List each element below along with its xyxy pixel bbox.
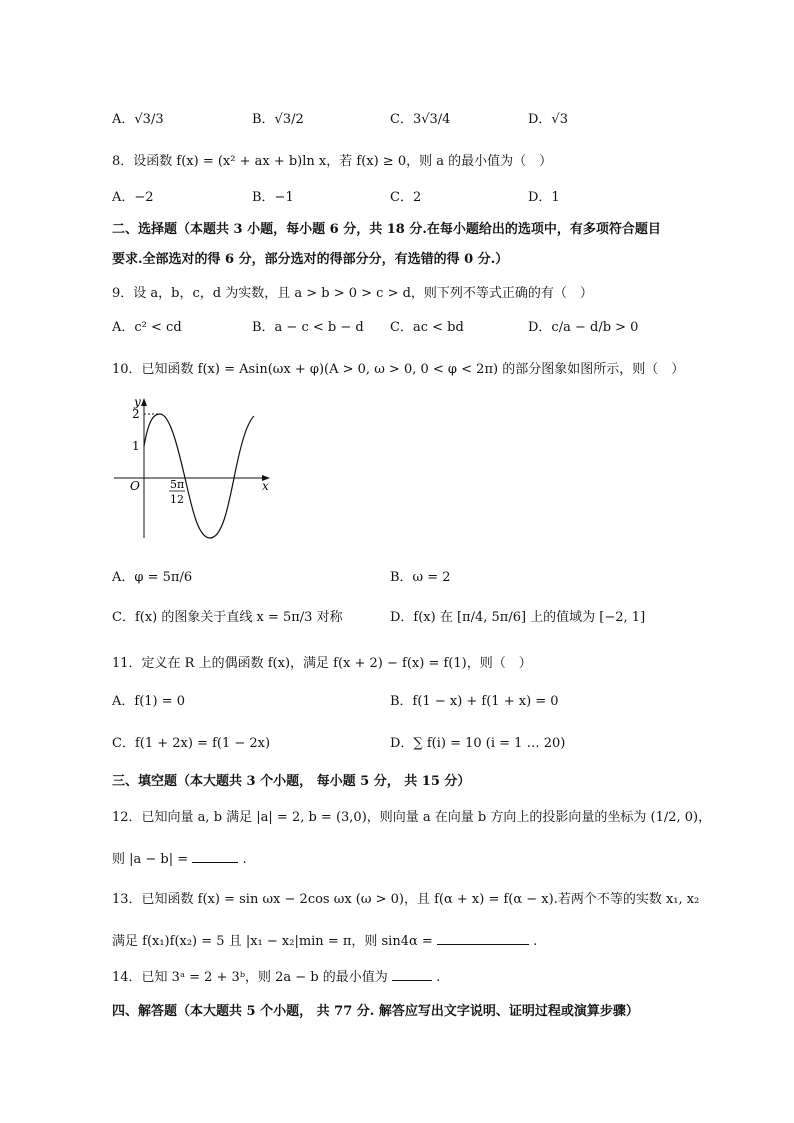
q9-option-c: C．ac < bd <box>390 320 464 335</box>
q13-answer-blank[interactable] <box>437 932 529 945</box>
y-tick-1: 1 <box>132 439 140 453</box>
q12-line1: 12．已知向量 a, b 满足 |a| = 2, b = (3,0)，则向量 a 在向量 b 方向上的投影向量的坐标为 (1/2, 0)， <box>112 810 712 825</box>
q10-option-b: B．ω = 2 <box>390 570 451 585</box>
section2-heading-line1: 二、选择题（本题共 3 小题，每小题 6 分，共 18 分.在每小题给出的选项中，有多项符合题目 <box>112 222 661 237</box>
q14-text: 14．已知 3ᵃ = 2 + 3ᵇ，则 2a − b 的最小值为 <box>112 970 388 985</box>
q13-line2-text: 满足 f(x₁)f(x₂) = 5 且 |x₁ − x₂|min = π，则 sin4α = <box>112 934 433 949</box>
q11-option-a: A．f(1) = 0 <box>112 694 186 709</box>
q11-option-d: D．∑ f(i) = 10 (i = 1 … 20) <box>390 736 566 751</box>
section3-heading: 三、填空题（本大题共 3 个小题， 每小题 5 分， 共 15 分） <box>112 774 471 789</box>
section2-heading-line2: 要求.全部选对的得 6 分，部分选对的得部分分，有选错的得 0 分.） <box>112 252 509 267</box>
section4-heading: 四、解答题（本大题共 5 个小题， 共 77 分. 解答应写出文字说明、证明过程或演算步骤） <box>112 1004 639 1019</box>
q14 <box>112 966 440 985</box>
q9-option-a: A．c² < cd <box>112 320 182 335</box>
q12-line2-text: 则 |a − b| = <box>112 852 189 867</box>
q11-stem: 11．定义在 R 上的偶函数 f(x)，满足 f(x + 2) − f(x) = f(1)，则（ ） <box>112 656 532 671</box>
q11-option-b: B．f(1 − x) + f(1 + x) = 0 <box>390 694 559 709</box>
q14-answer-blank[interactable] <box>392 968 432 981</box>
q13-line1: 13．已知函数 f(x) = sin ωx − 2cos ωx (ω > 0)，且 f(α + x) = f(α − x).若两个不等的实数 x₁, x₂ <box>112 892 700 907</box>
x-axis-label: x <box>262 479 269 493</box>
y-tick-2: 2 <box>132 407 140 421</box>
q8-option-a: A．−2 <box>112 190 154 205</box>
q7-option-d: D．√3 <box>528 112 568 127</box>
q9-option-b: B．a − c < b − d <box>252 320 364 335</box>
origin-label: O <box>130 479 140 493</box>
q9-stem: 9．设 a，b，c，d 为实数，且 a > b > 0 > c > d，则下列不等式正确的有（ ） <box>112 286 593 301</box>
y-axis-arrow <box>141 398 147 406</box>
x-tick-denominator: 12 <box>170 493 184 506</box>
q13-line2 <box>112 930 537 949</box>
q11-option-c: C．f(1 + 2x) = f(1 − 2x) <box>112 736 271 751</box>
x-tick-numerator: 5π <box>170 478 185 491</box>
q8-option-d: D．1 <box>528 190 560 205</box>
q7-option-b: B．√3/2 <box>252 112 304 127</box>
q7-option-c: C．3√3/4 <box>390 112 451 127</box>
q8-option-b: B．−1 <box>252 190 294 205</box>
q10-option-a: A．φ = 5π/6 <box>112 570 193 585</box>
q8-stem: 8．设函数 f(x) = (x² + ax + b)ln x，若 f(x) ≥ 0，则 a 的最小值为（ ） <box>112 154 553 169</box>
y-axis-label: y <box>134 395 141 409</box>
q13-period: . <box>533 934 538 949</box>
q12-answer-blank[interactable] <box>192 850 238 863</box>
q9-option-d: D．c/a − d/b > 0 <box>528 320 639 335</box>
q10-stem: 10．已知函数 f(x) = Asin(ωx + φ)(A > 0, ω > 0, 0 < φ < 2π) 的部分图象如图所示，则（ ） <box>112 362 685 377</box>
q14-period: . <box>436 970 441 985</box>
q10-graph <box>108 388 288 548</box>
q12-line2 <box>112 848 247 867</box>
q10-option-c: C．f(x) 的图象关于直线 x = 5π/3 对称 <box>112 610 343 625</box>
q10-option-d: D．f(x) 在 [π/4, 5π/6] 上的值域为 [−2, 1] <box>390 610 646 625</box>
q12-period: . <box>242 852 247 867</box>
q8-option-c: C．2 <box>390 190 422 205</box>
q7-option-a: A．√3/3 <box>112 112 164 127</box>
sine-curve <box>144 414 254 538</box>
